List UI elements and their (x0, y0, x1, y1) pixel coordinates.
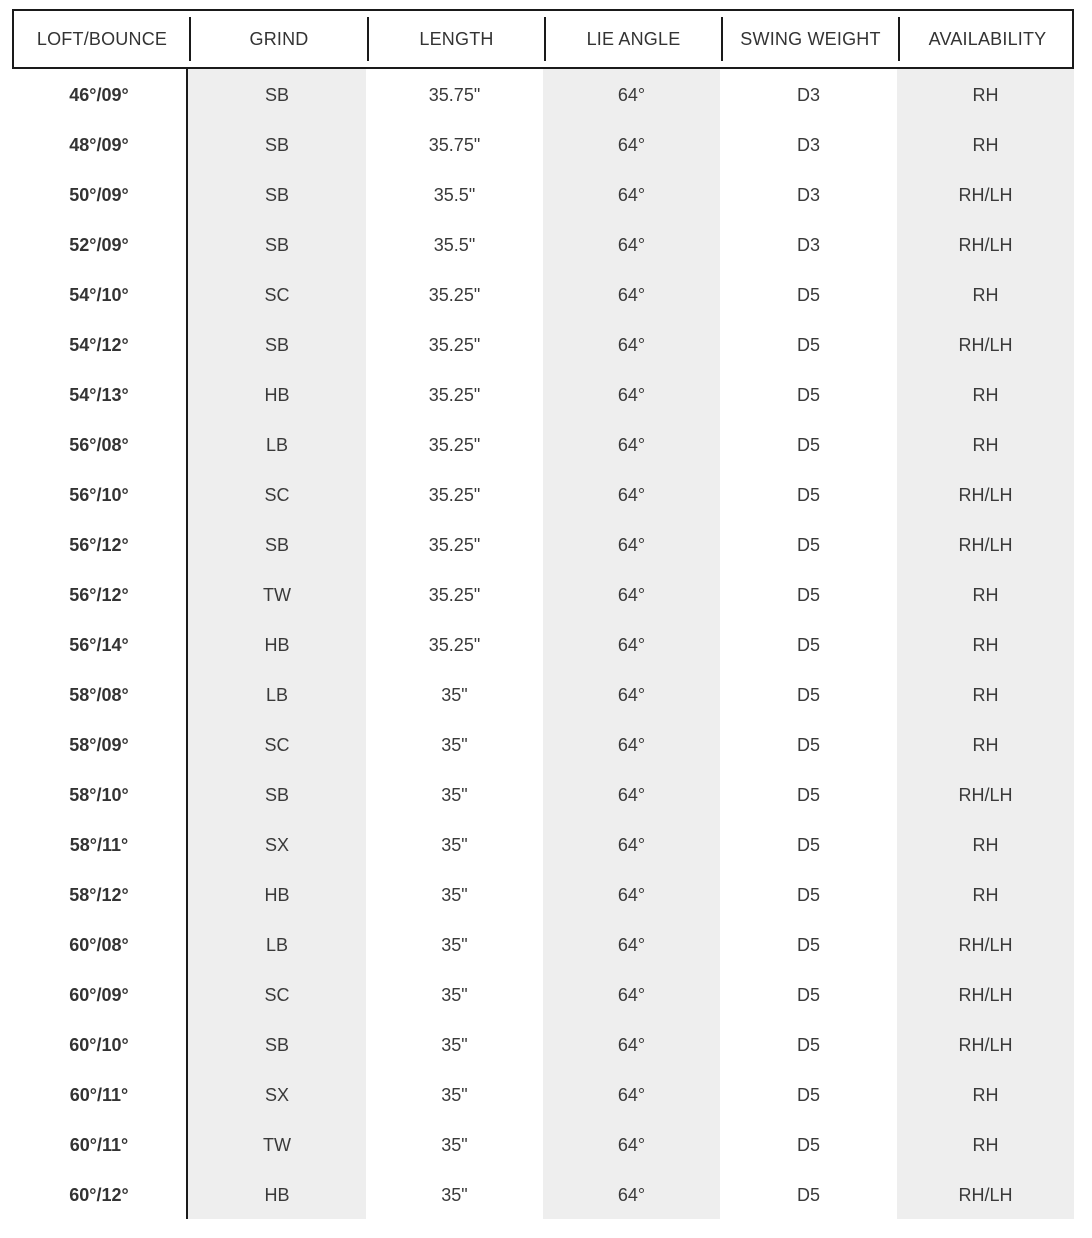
length-cell: 35" (441, 1184, 468, 1205)
swing-weight-cell: D5 (796, 434, 820, 455)
table-row (12, 869, 1074, 919)
length-cell: 35" (441, 884, 468, 905)
swing-weight-cell: D5 (796, 284, 820, 305)
lie-angle-cell: 64° (543, 1069, 720, 1119)
availability-cell: RH/LH (897, 169, 1074, 219)
swing-weight-cell: D3 (796, 234, 820, 255)
length-cell: 35" (441, 834, 468, 855)
table-row (12, 69, 1074, 119)
lie-angle-cell: 64° (543, 919, 720, 969)
availability-cell: RH/LH (897, 469, 1074, 519)
length-cell: 35.25" (428, 384, 481, 405)
swing-weight-cell: D3 (796, 84, 820, 105)
swing-weight-cell: D5 (796, 884, 820, 905)
loft-bounce-cell: 60°/11° (12, 1119, 188, 1169)
availability-cell: RH (897, 419, 1074, 469)
swing-weight-cell: D5 (796, 834, 820, 855)
loft-bounce-cell: 60°/11° (12, 1069, 188, 1119)
lie-angle-cell: 64° (543, 219, 720, 269)
loft-bounce-cell: 58°/09° (12, 719, 188, 769)
wedge-specs-table (12, 9, 1074, 1219)
table-row (12, 269, 1074, 319)
grind-cell: HB (188, 1169, 366, 1219)
length-cell: 35" (441, 684, 468, 705)
grind-cell: SB (188, 519, 366, 569)
loft-bounce-cell: 58°/08° (12, 669, 188, 719)
length-cell: 35" (441, 734, 468, 755)
grind-cell: LB (188, 419, 366, 469)
length-cell: 35.5" (433, 184, 476, 205)
availability-cell: RH/LH (897, 1169, 1074, 1219)
length-cell: 35.25" (428, 584, 481, 605)
grind-cell: SC (188, 719, 366, 769)
lie-angle-cell: 64° (543, 369, 720, 419)
header-grind: GRIND (190, 11, 368, 67)
loft-bounce-cell: 56°/12° (12, 569, 188, 619)
grind-cell: HB (188, 869, 366, 919)
loft-bounce-cell: 48°/09° (12, 119, 188, 169)
grind-cell: SB (188, 119, 366, 169)
lie-angle-cell: 64° (543, 669, 720, 719)
table-row (12, 1019, 1074, 1069)
grind-cell: SB (188, 1019, 366, 1069)
loft-bounce-cell: 58°/10° (12, 769, 188, 819)
availability-cell: RH (897, 1119, 1074, 1169)
table-row (12, 669, 1074, 719)
availability-cell: RH/LH (897, 769, 1074, 819)
lie-angle-cell: 64° (543, 619, 720, 669)
table-row (12, 769, 1074, 819)
loft-bounce-cell: 54°/12° (12, 319, 188, 369)
grind-cell: TW (188, 1119, 366, 1169)
grind-cell: SX (188, 819, 366, 869)
table-row (12, 819, 1074, 869)
table-row (12, 119, 1074, 169)
loft-bounce-cell: 58°/11° (12, 819, 188, 869)
availability-cell: RH (897, 119, 1074, 169)
length-cell: 35.25" (428, 334, 481, 355)
availability-cell: RH (897, 719, 1074, 769)
loft-bounce-cell: 56°/10° (12, 469, 188, 519)
lie-angle-cell: 64° (543, 869, 720, 919)
loft-bounce-cell: 56°/14° (12, 619, 188, 669)
availability-cell: RH (897, 1069, 1074, 1119)
swing-weight-cell: D5 (796, 584, 820, 605)
availability-cell: RH/LH (897, 219, 1074, 269)
table-row (12, 919, 1074, 969)
loft-bounce-cell: 54°/13° (12, 369, 188, 419)
table-row (12, 1119, 1074, 1169)
header-lie-angle: LIE ANGLE (545, 11, 722, 67)
lie-angle-cell: 64° (543, 119, 720, 169)
loft-bounce-cell: 60°/12° (12, 1169, 188, 1219)
length-cell: 35.25" (428, 634, 481, 655)
lie-angle-cell: 64° (543, 169, 720, 219)
swing-weight-cell: D5 (796, 934, 820, 955)
availability-cell: RH (897, 69, 1074, 119)
grind-cell: SB (188, 769, 366, 819)
swing-weight-cell: D5 (796, 534, 820, 555)
grind-cell: LB (188, 919, 366, 969)
table-row (12, 719, 1074, 769)
lie-angle-cell: 64° (543, 569, 720, 619)
swing-weight-cell: D5 (796, 1184, 820, 1205)
length-cell: 35.25" (428, 434, 481, 455)
grind-cell: SC (188, 469, 366, 519)
lie-angle-cell: 64° (543, 269, 720, 319)
grind-cell: SC (188, 269, 366, 319)
availability-cell: RH (897, 619, 1074, 669)
swing-weight-cell: D5 (796, 334, 820, 355)
swing-weight-cell: D5 (796, 484, 820, 505)
header-length: LENGTH (368, 11, 545, 67)
grind-cell: HB (188, 619, 366, 669)
length-cell: 35" (441, 984, 468, 1005)
header-availability: AVAILABILITY (928, 28, 1047, 49)
swing-weight-cell: D5 (796, 684, 820, 705)
loft-bounce-cell: 50°/09° (12, 169, 188, 219)
table-row (12, 569, 1074, 619)
loft-bounce-cell: 46°/09° (12, 69, 188, 119)
loft-bounce-cell: 58°/12° (12, 869, 188, 919)
length-cell: 35" (441, 784, 468, 805)
grind-cell: TW (188, 569, 366, 619)
grind-cell: SX (188, 1069, 366, 1119)
loft-bounce-cell: 60°/10° (12, 1019, 188, 1069)
lie-angle-cell: 64° (543, 1169, 720, 1219)
availability-cell: RH/LH (897, 919, 1074, 969)
table-row (12, 969, 1074, 1019)
table-row (12, 1069, 1074, 1119)
grind-cell: SB (188, 219, 366, 269)
loft-bounce-cell: 56°/12° (12, 519, 188, 569)
availability-cell: RH (897, 669, 1074, 719)
lie-angle-cell: 64° (543, 69, 720, 119)
table-body (12, 69, 1074, 1219)
lie-angle-cell: 64° (543, 469, 720, 519)
table-row (12, 1169, 1074, 1219)
length-cell: 35.25" (428, 284, 481, 305)
lie-angle-cell: 64° (543, 519, 720, 569)
length-cell: 35.25" (428, 534, 481, 555)
lie-angle-cell: 64° (543, 319, 720, 369)
grind-cell: HB (188, 369, 366, 419)
swing-weight-cell: D5 (796, 734, 820, 755)
availability-cell: RH (897, 569, 1074, 619)
loft-bounce-cell: 60°/08° (12, 919, 188, 969)
availability-cell: RH (897, 369, 1074, 419)
swing-weight-cell: D5 (796, 634, 820, 655)
lie-angle-cell: 64° (543, 819, 720, 869)
availability-cell: RH (897, 869, 1074, 919)
grind-cell: SB (188, 169, 366, 219)
grind-cell: SC (188, 969, 366, 1019)
loft-bounce-cell: 60°/09° (12, 969, 188, 1019)
length-cell: 35" (441, 1034, 468, 1055)
table-row (12, 419, 1074, 469)
availability-cell: RH/LH (897, 969, 1074, 1019)
grind-cell: SB (188, 319, 366, 369)
table-row (12, 369, 1074, 419)
swing-weight-cell: D5 (796, 1084, 820, 1105)
availability-cell: RH (897, 819, 1074, 869)
lie-angle-cell: 64° (543, 769, 720, 819)
swing-weight-cell: D5 (796, 784, 820, 805)
swing-weight-cell: D5 (796, 1134, 820, 1155)
swing-weight-cell: D3 (796, 134, 820, 155)
loft-bounce-cell: 56°/08° (12, 419, 188, 469)
length-cell: 35.75" (428, 84, 481, 105)
table-header (12, 9, 1074, 69)
length-cell: 35" (441, 1134, 468, 1155)
swing-weight-cell: D3 (796, 184, 820, 205)
table-row (12, 519, 1074, 569)
header-loft-bounce: LOFT/BOUNCE (14, 11, 190, 67)
lie-angle-cell: 64° (543, 1019, 720, 1069)
loft-bounce-cell: 52°/09° (12, 219, 188, 269)
table-row (12, 169, 1074, 219)
length-cell: 35.5" (433, 234, 476, 255)
availability-cell: RH/LH (897, 1019, 1074, 1069)
table-row (12, 219, 1074, 269)
table-row (12, 619, 1074, 669)
length-cell: 35" (441, 1084, 468, 1105)
header-swing-weight: SWING WEIGHT (722, 11, 899, 67)
length-cell: 35" (441, 934, 468, 955)
availability-cell: RH/LH (897, 319, 1074, 369)
table-row (12, 469, 1074, 519)
lie-angle-cell: 64° (543, 1119, 720, 1169)
loft-bounce-cell: 54°/10° (12, 269, 188, 319)
lie-angle-cell: 64° (543, 419, 720, 469)
grind-cell: LB (188, 669, 366, 719)
length-cell: 35.25" (428, 484, 481, 505)
table-row (12, 319, 1074, 369)
swing-weight-cell: D5 (796, 984, 820, 1005)
length-cell: 35.75" (428, 134, 481, 155)
lie-angle-cell: 64° (543, 969, 720, 1019)
availability-cell: RH/LH (897, 519, 1074, 569)
swing-weight-cell: D5 (796, 384, 820, 405)
grind-cell: SB (188, 69, 366, 119)
lie-angle-cell: 64° (543, 719, 720, 769)
swing-weight-cell: D5 (796, 1034, 820, 1055)
availability-cell: RH (897, 269, 1074, 319)
